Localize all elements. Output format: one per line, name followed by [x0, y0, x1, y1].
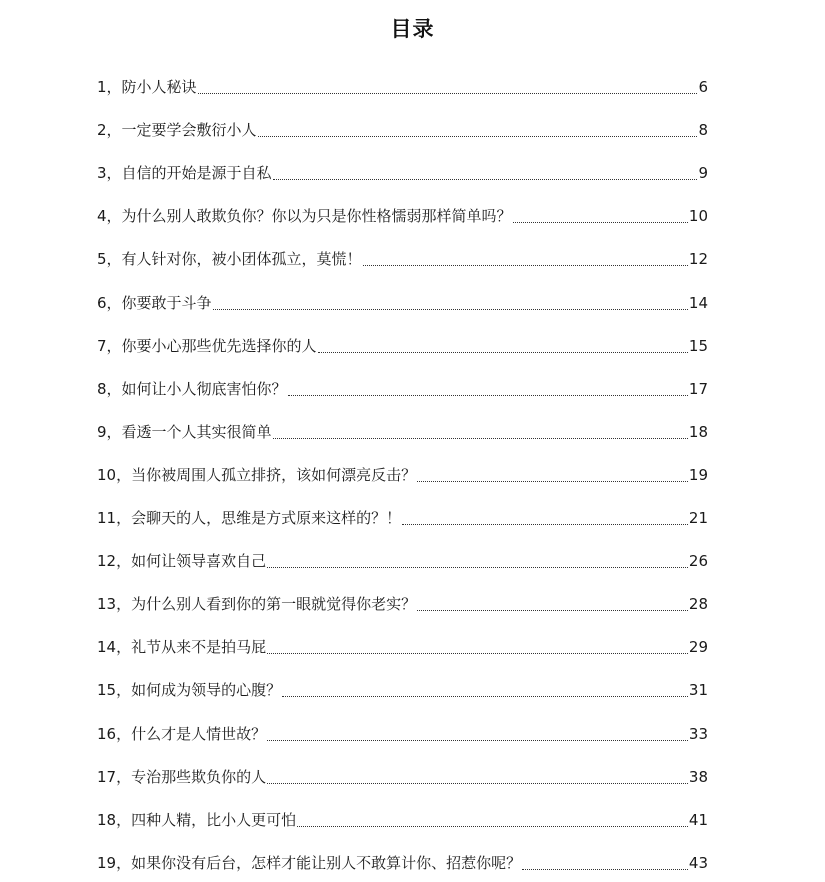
toc-page-number: 15 — [688, 336, 708, 355]
dot-leader — [417, 481, 688, 482]
toc-entry-16[interactable] — [97, 704, 708, 747]
toc-page-number: 41 — [688, 810, 708, 829]
toc-entry-text: 7，你要小心那些优先选择你的人 — [97, 336, 317, 355]
dot-leader — [273, 438, 688, 439]
page-title: 目录 — [390, 17, 435, 41]
dot-leader — [267, 653, 688, 654]
toc-entry-15[interactable] — [97, 661, 708, 704]
toc-page-number: 33 — [688, 724, 708, 743]
toc-entry-text: 18，四种人精，比小人更可怕 — [97, 810, 297, 829]
dot-leader — [363, 265, 688, 266]
toc-entry-text: 14，礼节从来不是拍马屁 — [97, 638, 267, 657]
toc-entry-10[interactable] — [97, 446, 708, 489]
toc-page-number: 19 — [688, 465, 708, 484]
dot-leader — [402, 524, 688, 525]
toc-entry-18[interactable] — [97, 791, 708, 834]
dot-leader — [198, 93, 698, 94]
toc-entry-6[interactable] — [97, 273, 708, 316]
dot-leader — [522, 869, 688, 870]
toc-entry-2[interactable] — [97, 101, 708, 144]
toc-page-number: 6 — [698, 78, 708, 97]
toc-entry-text: 17，专治那些欺负你的人 — [97, 767, 267, 786]
toc-entry-text: 3，自信的开始是源于自私 — [97, 164, 272, 183]
toc-entry-text: 16，什么才是人情世故？ — [97, 724, 267, 743]
toc-entry-5[interactable] — [97, 230, 708, 273]
toc-entry-text: 12，如何让领导喜欢自己 — [97, 552, 267, 571]
toc-entry-13[interactable] — [97, 575, 708, 618]
toc-entry-text: 8，如何让小人彻底害怕你？ — [97, 379, 287, 398]
dot-leader — [282, 696, 688, 697]
toc-page-number: 29 — [688, 638, 708, 657]
dot-leader — [273, 179, 698, 180]
dot-leader — [267, 783, 688, 784]
toc-page-number: 14 — [688, 293, 708, 312]
toc-page-number: 38 — [688, 767, 708, 786]
toc-page-number: 21 — [688, 509, 708, 528]
dot-leader — [297, 826, 688, 827]
dot-leader — [267, 740, 688, 741]
toc-page-number: 8 — [698, 121, 708, 140]
dot-leader — [267, 567, 688, 568]
toc-page-number: 28 — [688, 595, 708, 614]
toc-entry-text: 13，为什么别人看到你的第一眼就觉得你老实？ — [97, 595, 417, 614]
toc-entry-text: 15，如何成为领导的心腹？ — [97, 681, 282, 700]
toc-entry-14[interactable] — [97, 618, 708, 661]
toc-entry-4[interactable] — [97, 187, 708, 230]
dot-leader — [213, 309, 688, 310]
dot-leader — [417, 610, 688, 611]
toc-page-number: 12 — [688, 250, 708, 269]
toc-page-number: 18 — [688, 422, 708, 441]
toc-page-number: 26 — [688, 552, 708, 571]
toc-page-number: 43 — [688, 853, 708, 872]
dot-leader — [318, 352, 688, 353]
toc-entry-text: 1，防小人秘诀 — [97, 78, 197, 97]
toc-entry-text: 5，有人针对你，被小团体孤立，莫慌！ — [97, 250, 362, 269]
toc-entry-8[interactable] — [97, 360, 708, 403]
toc-entry-text: 4，为什么别人敢欺负你？你以为只是你性格懦弱那样简单吗？ — [97, 207, 512, 226]
dot-leader — [258, 136, 698, 137]
toc-entry-text: 2，一定要学会敷衍小人 — [97, 121, 257, 140]
toc-list — [97, 58, 708, 877]
toc-entry-12[interactable] — [97, 532, 708, 575]
toc-entry-text: 11，会聊天的人，思维是方式原来这样的？！ — [97, 509, 402, 528]
toc-entry-19[interactable] — [97, 834, 708, 877]
toc-entry-7[interactable] — [97, 317, 708, 360]
toc-entry-1[interactable] — [97, 58, 708, 101]
toc-entry-text: 9，看透一个人其实很简单 — [97, 422, 272, 441]
toc-page-number: 17 — [688, 379, 708, 398]
toc-entry-3[interactable] — [97, 144, 708, 187]
toc-page-number: 10 — [688, 207, 708, 226]
dot-leader — [288, 395, 688, 396]
toc-entry-9[interactable] — [97, 403, 708, 446]
toc-page-number: 31 — [688, 681, 708, 700]
toc-entry-11[interactable] — [97, 489, 708, 532]
toc-page-number: 9 — [698, 164, 708, 183]
toc-entry-text: 19，如果你没有后台，怎样才能让别人不敢算计你、招惹你呢？ — [97, 853, 522, 872]
toc-entry-text: 6，你要敢于斗争 — [97, 293, 212, 312]
toc-entry-text: 10，当你被周围人孤立排挤，该如何漂亮反击？ — [97, 465, 417, 484]
toc-entry-17[interactable] — [97, 748, 708, 791]
dot-leader — [513, 222, 688, 223]
